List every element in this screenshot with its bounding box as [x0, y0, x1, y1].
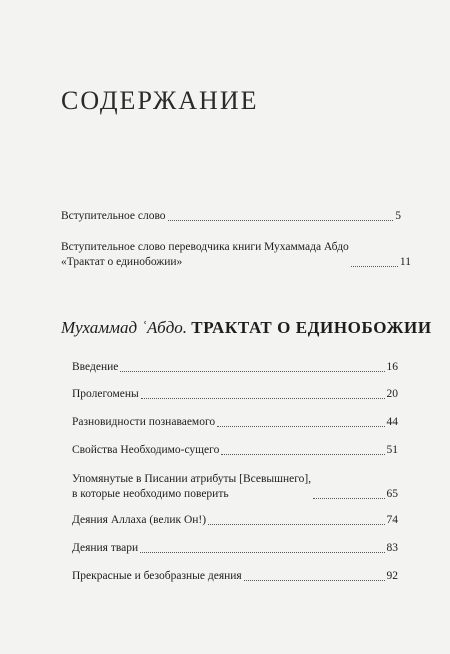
toc-entry-page: 51: [386, 444, 398, 456]
toc-entry: [72, 415, 398, 430]
toc-entry-page: 83: [386, 542, 398, 554]
toc-entry-title: Введение: [72, 361, 119, 373]
toc-entry-page: 5: [395, 210, 401, 222]
toc-entry: [72, 387, 398, 402]
dot-leader: [221, 453, 384, 455]
toc-entry: [72, 360, 398, 375]
dot-leader: [351, 265, 398, 267]
dot-leader: [244, 579, 385, 581]
toc-entry-title: Разновидности познаваемого: [72, 416, 216, 428]
toc-entry-title: Прекрасные и безобразные деяния: [72, 570, 242, 582]
toc-entry-title: Пролегомены: [72, 388, 139, 400]
toc-entry-page: 44: [386, 416, 398, 428]
toc-entry-page: 92: [386, 570, 398, 582]
toc-entry-title: Вступительное слово: [61, 210, 166, 222]
dot-leader: [217, 425, 384, 427]
toc-entry: [72, 472, 398, 502]
toc-entry-title: Свойства Необходимо-сущего: [72, 444, 220, 456]
toc-entry: [72, 443, 398, 458]
dot-leader: [208, 523, 384, 525]
toc-entry-title: Упомянутые в Писании атрибуты [Всевышнего], в которые необходимо поверить: [72, 473, 312, 500]
toc-entry-title: Вступительное слово переводчика книги Мухаммада Абдо «Трактат о единобожии»: [61, 241, 349, 268]
toc-entry-title: Деяния Аллаха (велик Он!): [72, 514, 207, 526]
toc-entry-page: 11: [399, 256, 411, 268]
dot-leader: [313, 497, 384, 499]
toc-entry: [61, 240, 411, 270]
toc-entry-page: 65: [386, 488, 398, 500]
toc-entry-page: 20: [386, 388, 398, 400]
section-heading: [61, 318, 432, 338]
toc-entry-page: 74: [386, 514, 398, 526]
page-title: СОДЕРЖАНИЕ: [61, 86, 259, 115]
dot-leader: [141, 397, 385, 399]
dot-leader: [140, 551, 384, 553]
section-title: ТРАКТАТ О ЕДИНОБОЖИИ: [191, 318, 432, 337]
toc-entry-page: 16: [386, 361, 398, 373]
toc-entry: [61, 209, 401, 224]
toc-entry: [72, 541, 398, 556]
toc-entry-title: Деяния твари: [72, 542, 139, 554]
section-author: Мухаммад ʿАбдо.: [61, 318, 188, 337]
toc-entry: [72, 569, 398, 584]
dot-leader: [168, 219, 394, 221]
dot-leader: [120, 370, 384, 372]
toc-entry: [72, 513, 398, 528]
